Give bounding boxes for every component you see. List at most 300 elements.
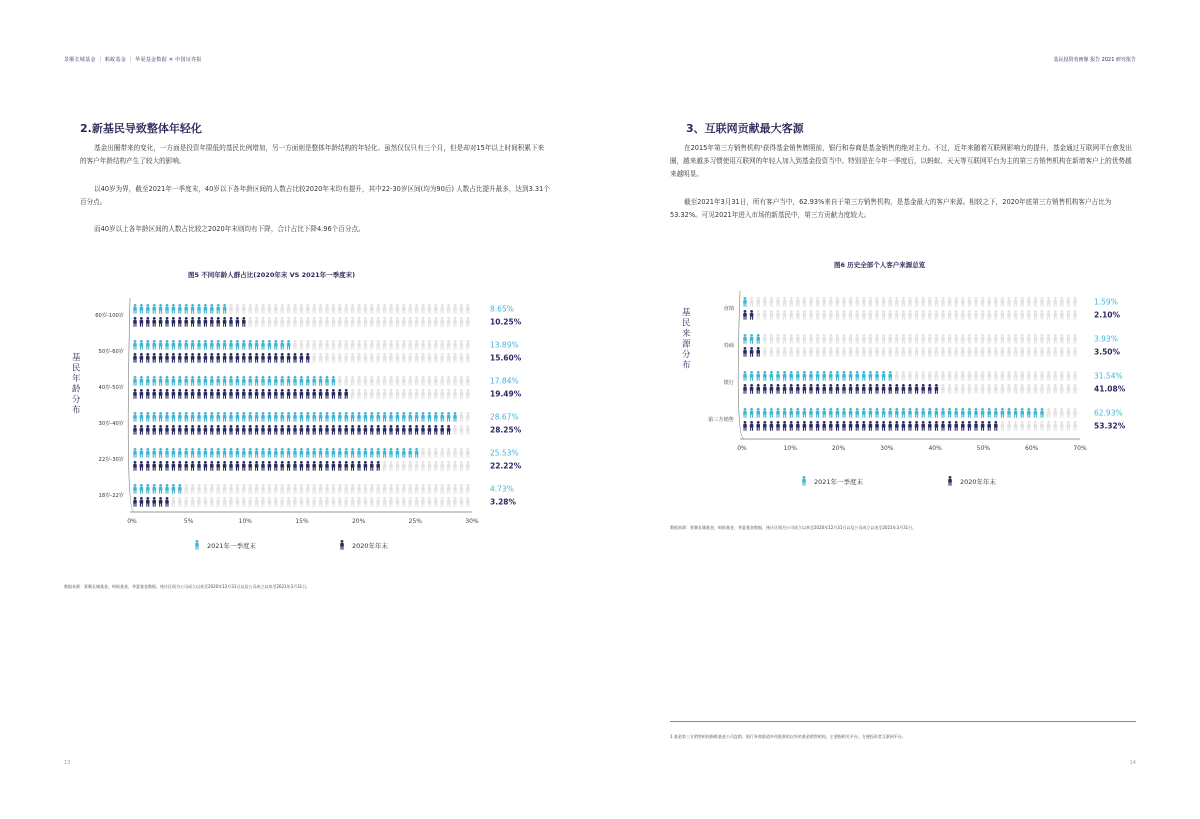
person-icon-filled <box>242 317 246 327</box>
person-icon-filled <box>816 421 820 431</box>
person-icon-filled <box>994 421 998 431</box>
person-icon-filled <box>816 384 820 394</box>
person-icon-empty <box>396 340 400 350</box>
person-icon-empty <box>332 353 336 363</box>
person-icon-filled <box>223 353 227 363</box>
person-icon-filled <box>274 448 278 458</box>
person-icon-empty <box>364 317 368 327</box>
person-icon-filled <box>268 389 272 399</box>
person-icon-filled <box>184 317 188 327</box>
person-icon-filled <box>172 340 176 350</box>
person-icon-filled <box>178 448 182 458</box>
person-icon-filled <box>172 353 176 363</box>
person-icon-empty <box>402 376 406 386</box>
person-icon-filled <box>383 425 387 435</box>
person-icon-filled <box>274 353 278 363</box>
person-icon-empty <box>460 425 464 435</box>
person-icon-filled <box>191 376 195 386</box>
person-icon-filled <box>875 408 879 418</box>
person-icon-empty <box>776 310 780 320</box>
data-label: 31.54% <box>1094 371 1123 381</box>
person-icon-empty <box>383 353 387 363</box>
person-icon-empty <box>280 484 284 494</box>
x-tick-label: 20% <box>351 518 366 525</box>
person-icon-empty <box>1053 297 1057 307</box>
person-icon-filled <box>756 421 760 431</box>
person-icon-empty <box>789 310 793 320</box>
person-icon-empty <box>440 376 444 386</box>
person-icon-filled <box>165 304 169 314</box>
person-icon-filled <box>172 389 176 399</box>
person-icon-empty <box>1040 384 1044 394</box>
person-icon-empty <box>389 353 393 363</box>
person-icon-filled <box>836 408 840 418</box>
person-icon-filled <box>248 353 252 363</box>
person-icon-empty <box>248 304 252 314</box>
person-icon-filled <box>184 412 188 422</box>
person-icon-filled <box>364 448 368 458</box>
person-icon-empty <box>421 484 425 494</box>
person-icon-filled <box>159 353 163 363</box>
person-icon-filled <box>210 425 214 435</box>
person-icon-filled <box>408 412 412 422</box>
person-icon-empty <box>948 310 952 320</box>
person-icon-filled <box>796 384 800 394</box>
person-icon-filled <box>396 412 400 422</box>
person-icon-empty <box>396 389 400 399</box>
person-icon-filled <box>370 448 374 458</box>
person-icon-empty <box>447 389 451 399</box>
bar-end-2020 <box>743 384 1077 394</box>
person-icon-filled <box>763 384 767 394</box>
person-icon-empty <box>974 384 978 394</box>
person-icon-empty <box>408 376 412 386</box>
person-icon-filled <box>184 461 188 471</box>
person-icon-filled <box>184 304 188 314</box>
person-icon-empty <box>1067 384 1071 394</box>
person-icon-empty <box>242 497 246 507</box>
person-icon-empty <box>987 334 991 344</box>
person-icon-empty <box>440 304 444 314</box>
person-icon-filled <box>300 376 304 386</box>
person-icon-filled <box>440 412 444 422</box>
person-icon-empty <box>776 347 780 357</box>
person-icon-empty <box>312 304 316 314</box>
person-icon-filled <box>822 384 826 394</box>
person-icon-empty <box>396 461 400 471</box>
person-icon-empty <box>875 297 879 307</box>
person-icon-empty <box>1020 347 1024 357</box>
person-icon-filled <box>242 412 246 422</box>
person-icon-empty <box>460 304 464 314</box>
person-icon-empty <box>1040 347 1044 357</box>
person-icon-empty <box>344 353 348 363</box>
person-icon-empty <box>466 484 470 494</box>
person-icon-empty <box>440 389 444 399</box>
person-icon-filled <box>159 448 163 458</box>
person-icon-empty <box>223 484 227 494</box>
person-icon-filled <box>300 448 304 458</box>
person-icon-empty <box>453 389 457 399</box>
person-icon-empty <box>855 347 859 357</box>
person-icon-empty <box>1053 310 1057 320</box>
person-icon-empty <box>895 347 899 357</box>
person-icon-filled <box>140 425 144 435</box>
person-icon-empty <box>357 317 361 327</box>
person-icon-empty <box>816 297 820 307</box>
person-icon-empty <box>928 334 932 344</box>
data-label: 15.60% <box>490 353 522 363</box>
person-icon-empty <box>396 353 400 363</box>
right-paragraph-2: 截至2021年3月31日，所有客户当中，62.93%来自于第三方销售机构，是基金最大的客户来源。相较之下，2020年底第三方销售机构客户占比为53.32%。可见2021年进入市场的新基民中，第三方贡献力度较大。 <box>670 198 1112 219</box>
person-icon-empty <box>300 497 304 507</box>
person-icon-empty <box>941 384 945 394</box>
person-icon-empty <box>809 297 813 307</box>
person-icon-filled <box>229 389 233 399</box>
person-icon-empty <box>428 317 432 327</box>
x-tick-label: 70% <box>1073 445 1087 452</box>
person-icon-empty <box>364 353 368 363</box>
person-icon-empty <box>300 340 304 350</box>
person-icon-filled <box>743 408 747 418</box>
person-icon-filled <box>216 448 220 458</box>
person-icon-empty <box>447 461 451 471</box>
person-icon-empty <box>300 484 304 494</box>
person-icon-empty <box>1053 334 1057 344</box>
person-icon-filled <box>370 412 374 422</box>
person-icon-filled <box>776 408 780 418</box>
person-icon-empty <box>954 384 958 394</box>
person-icon-filled <box>191 412 195 422</box>
person-icon-empty <box>888 310 892 320</box>
person-icon-empty <box>849 347 853 357</box>
person-icon-empty <box>829 297 833 307</box>
person-icon-filled <box>325 425 329 435</box>
person-icon-empty <box>408 461 412 471</box>
person-icon-empty <box>1040 297 1044 307</box>
person-icon-empty <box>319 304 323 314</box>
person-icon-filled <box>954 408 958 418</box>
person-icon-filled <box>152 376 156 386</box>
person-icon-empty <box>1047 334 1051 344</box>
person-icon-empty <box>344 317 348 327</box>
person-icon-filled <box>274 376 278 386</box>
person-icon-empty <box>357 353 361 363</box>
person-icon-empty <box>948 334 952 344</box>
person-icon-empty <box>383 317 387 327</box>
person-icon-filled <box>822 421 826 431</box>
person-icon-filled <box>178 461 182 471</box>
person-icon-empty <box>396 484 400 494</box>
person-icon-empty <box>888 297 892 307</box>
person-icon-filled <box>376 425 380 435</box>
person-icon-filled <box>165 461 169 471</box>
person-icon-filled <box>928 421 932 431</box>
person-icon-empty <box>994 297 998 307</box>
person-icon-filled <box>287 376 291 386</box>
person-icon-empty <box>408 340 412 350</box>
person-icon-empty <box>428 304 432 314</box>
bar-q1-2021 <box>133 376 469 386</box>
person-icon-empty <box>1007 347 1011 357</box>
category-label: 30岁-40岁 <box>98 421 124 427</box>
person-icon-empty <box>370 317 374 327</box>
person-icon-filled <box>948 408 952 418</box>
person-icon-filled <box>261 448 265 458</box>
person-icon-filled <box>261 340 265 350</box>
person-icon-empty <box>1001 310 1005 320</box>
person-icon-empty <box>882 334 886 344</box>
category-label: 60岁-100岁 <box>95 313 124 319</box>
data-label: 19.49% <box>490 389 522 399</box>
person-icon-empty <box>789 347 793 357</box>
person-icon-empty <box>421 340 425 350</box>
person-icon-filled <box>756 371 760 381</box>
person-icon-empty <box>274 484 278 494</box>
person-icon-empty <box>968 347 972 357</box>
person-icon-empty <box>389 461 393 471</box>
person-icon-empty <box>453 484 457 494</box>
person-icon-empty <box>915 297 919 307</box>
person-icon-empty <box>434 461 438 471</box>
person-icon-empty <box>1007 297 1011 307</box>
person-icon-empty <box>376 317 380 327</box>
person-icon-empty <box>875 310 879 320</box>
person-icon-empty <box>1073 334 1077 344</box>
person-icon-empty <box>1067 297 1071 307</box>
person-icon-filled <box>140 340 144 350</box>
person-icon-filled <box>248 376 252 386</box>
person-icon-empty <box>370 389 374 399</box>
person-icon-filled <box>325 412 329 422</box>
person-icon-filled <box>961 421 965 431</box>
person-icon-filled <box>248 412 252 422</box>
person-icon-empty <box>184 484 188 494</box>
legend-icon-end-2020 <box>948 476 952 486</box>
person-icon-empty <box>1020 384 1024 394</box>
person-icon-empty <box>216 484 220 494</box>
legend-label: 2021年一季度末 <box>814 478 864 486</box>
person-icon-filled <box>248 448 252 458</box>
person-icon-filled <box>197 412 201 422</box>
x-tick-label: 60% <box>1025 445 1039 452</box>
person-icon-filled <box>434 425 438 435</box>
person-icon-empty <box>376 304 380 314</box>
person-icon-filled <box>274 461 278 471</box>
person-icon-empty <box>822 334 826 344</box>
person-icon-empty <box>440 353 444 363</box>
person-icon-filled <box>954 421 958 431</box>
person-icon-empty <box>383 340 387 350</box>
person-icon-empty <box>434 484 438 494</box>
person-icon-empty <box>816 347 820 357</box>
person-icon-empty <box>1001 371 1005 381</box>
person-icon-filled <box>803 384 807 394</box>
person-icon-empty <box>447 448 451 458</box>
person-icon-filled <box>822 408 826 418</box>
person-icon-empty <box>332 340 336 350</box>
data-label: 13.89% <box>490 340 519 350</box>
person-icon-filled <box>796 421 800 431</box>
person-icon-filled <box>1027 408 1031 418</box>
data-label: 25.53% <box>490 448 519 458</box>
person-icon-empty <box>338 340 342 350</box>
person-icon-empty <box>1047 371 1051 381</box>
person-icon-filled <box>172 461 176 471</box>
person-icon-filled <box>287 389 291 399</box>
person-icon-empty <box>421 304 425 314</box>
person-icon-empty <box>882 297 886 307</box>
category-label: 直销 <box>723 306 734 312</box>
person-icon-filled <box>408 425 412 435</box>
person-icon-filled <box>849 384 853 394</box>
person-icon-filled <box>1034 408 1038 418</box>
person-icon-filled <box>338 412 342 422</box>
person-icon-empty <box>1053 347 1057 357</box>
person-icon-filled <box>935 421 939 431</box>
data-label: 17.84% <box>490 376 519 386</box>
person-icon-empty <box>796 310 800 320</box>
person-icon-empty <box>434 317 438 327</box>
person-icon-filled <box>293 376 297 386</box>
person-icon-filled <box>204 376 208 386</box>
person-icon-empty <box>1060 310 1064 320</box>
person-icon-empty <box>750 297 754 307</box>
right-paragraph-1: 在2015年第三方销售机构¹获得基金销售牌照前，银行和券商是基金销售的绝对主力。不过，近年来随着互联网影响力的提升，基金通过互联网平台愈发出圈，越来越多习惯使用互联网的年轻人加入到基金投资当中。特别是在今年一季度后，以蚂蚁、天天等互联网平台为主的第三方销售机构在新增客户上的优势越来越明显。 <box>670 144 1133 178</box>
person-icon-filled <box>882 371 886 381</box>
person-icon-empty <box>763 310 767 320</box>
person-icon-filled <box>133 484 137 494</box>
person-icon-empty <box>440 497 444 507</box>
y-axis-label: 基民来源分布 <box>682 308 691 371</box>
person-icon-empty <box>902 347 906 357</box>
person-icon-filled <box>216 389 220 399</box>
person-icon-empty <box>376 389 380 399</box>
person-icon-filled <box>338 448 342 458</box>
person-icon-filled <box>248 389 252 399</box>
person-icon-empty <box>776 297 780 307</box>
person-icon-empty <box>855 334 859 344</box>
person-icon-empty <box>408 484 412 494</box>
person-icon-filled <box>210 340 214 350</box>
person-icon-empty <box>928 310 932 320</box>
person-icon-empty <box>1067 408 1071 418</box>
person-icon-empty <box>1001 334 1005 344</box>
person-icon-empty <box>255 317 259 327</box>
person-icon-empty <box>961 334 965 344</box>
person-icon-empty <box>789 334 793 344</box>
person-icon-empty <box>796 347 800 357</box>
person-icon-filled <box>862 421 866 431</box>
person-icon-empty <box>344 484 348 494</box>
person-icon-empty <box>869 334 873 344</box>
person-icon-empty <box>1047 297 1051 307</box>
person-icon-filled <box>389 448 393 458</box>
person-icon-filled <box>293 448 297 458</box>
person-icon-empty <box>338 353 342 363</box>
person-icon-empty <box>968 297 972 307</box>
person-icon-empty <box>935 334 939 344</box>
person-icon-filled <box>140 389 144 399</box>
person-icon-empty <box>370 376 374 386</box>
person-icon-filled <box>803 421 807 431</box>
person-icon-filled <box>178 484 182 494</box>
person-icon-filled <box>312 461 316 471</box>
person-icon-empty <box>961 310 965 320</box>
person-icon-empty <box>415 340 419 350</box>
person-icon-empty <box>842 334 846 344</box>
y-axis-curve <box>128 298 134 512</box>
person-icon-filled <box>191 461 195 471</box>
person-icon-filled <box>789 408 793 418</box>
person-icon-empty <box>351 484 355 494</box>
person-icon-filled <box>152 497 156 507</box>
person-icon-empty <box>1060 297 1064 307</box>
person-icon-empty <box>981 371 985 381</box>
person-icon-filled <box>255 461 259 471</box>
person-icon-filled <box>895 408 899 418</box>
person-icon-filled <box>133 389 137 399</box>
person-icon-filled <box>935 408 939 418</box>
footnote-divider <box>670 721 1136 722</box>
person-icon-filled <box>140 497 144 507</box>
person-icon-empty <box>935 310 939 320</box>
person-icon-empty <box>1060 347 1064 357</box>
person-icon-empty <box>809 310 813 320</box>
person-icon-empty <box>869 310 873 320</box>
person-icon-filled <box>319 376 323 386</box>
person-icon-filled <box>204 304 208 314</box>
data-label: 3.28% <box>490 497 517 507</box>
person-icon-empty <box>803 310 807 320</box>
person-icon-empty <box>389 304 393 314</box>
person-icon-filled <box>882 421 886 431</box>
person-icon-empty <box>1034 347 1038 357</box>
person-icon-empty <box>370 304 374 314</box>
person-icon-empty <box>862 297 866 307</box>
person-icon-filled <box>293 461 297 471</box>
person-icon-filled <box>743 297 747 307</box>
left-paragraph-3: 而40岁以上各年龄区间的人数占比较之2020年末则均有下降，合计占比下降4.96个百分点。 <box>94 225 365 233</box>
person-icon-empty <box>460 484 464 494</box>
person-icon-empty <box>357 389 361 399</box>
person-icon-filled <box>750 408 754 418</box>
legend-label: 2021年一季度末 <box>207 542 257 550</box>
person-icon-empty <box>415 353 419 363</box>
person-icon-filled <box>803 371 807 381</box>
person-icon-filled <box>223 425 227 435</box>
person-icon-empty <box>1001 347 1005 357</box>
person-icon-filled <box>210 317 214 327</box>
person-icon-filled <box>229 353 233 363</box>
person-icon-empty <box>344 497 348 507</box>
person-icon-empty <box>415 484 419 494</box>
person-icon-empty <box>440 461 444 471</box>
person-icon-filled <box>440 425 444 435</box>
person-icon-empty <box>869 347 873 357</box>
x-tick-label: 0% <box>127 518 137 525</box>
person-icon-filled <box>968 408 972 418</box>
legend-label: 2020年年末 <box>960 478 997 486</box>
person-icon-empty <box>383 376 387 386</box>
person-icon-filled <box>974 408 978 418</box>
person-icon-filled <box>453 412 457 422</box>
person-icon-filled <box>268 425 272 435</box>
person-icon-empty <box>1053 421 1057 431</box>
person-icon-empty <box>210 497 214 507</box>
person-icon-empty <box>351 304 355 314</box>
person-icon-filled <box>184 340 188 350</box>
